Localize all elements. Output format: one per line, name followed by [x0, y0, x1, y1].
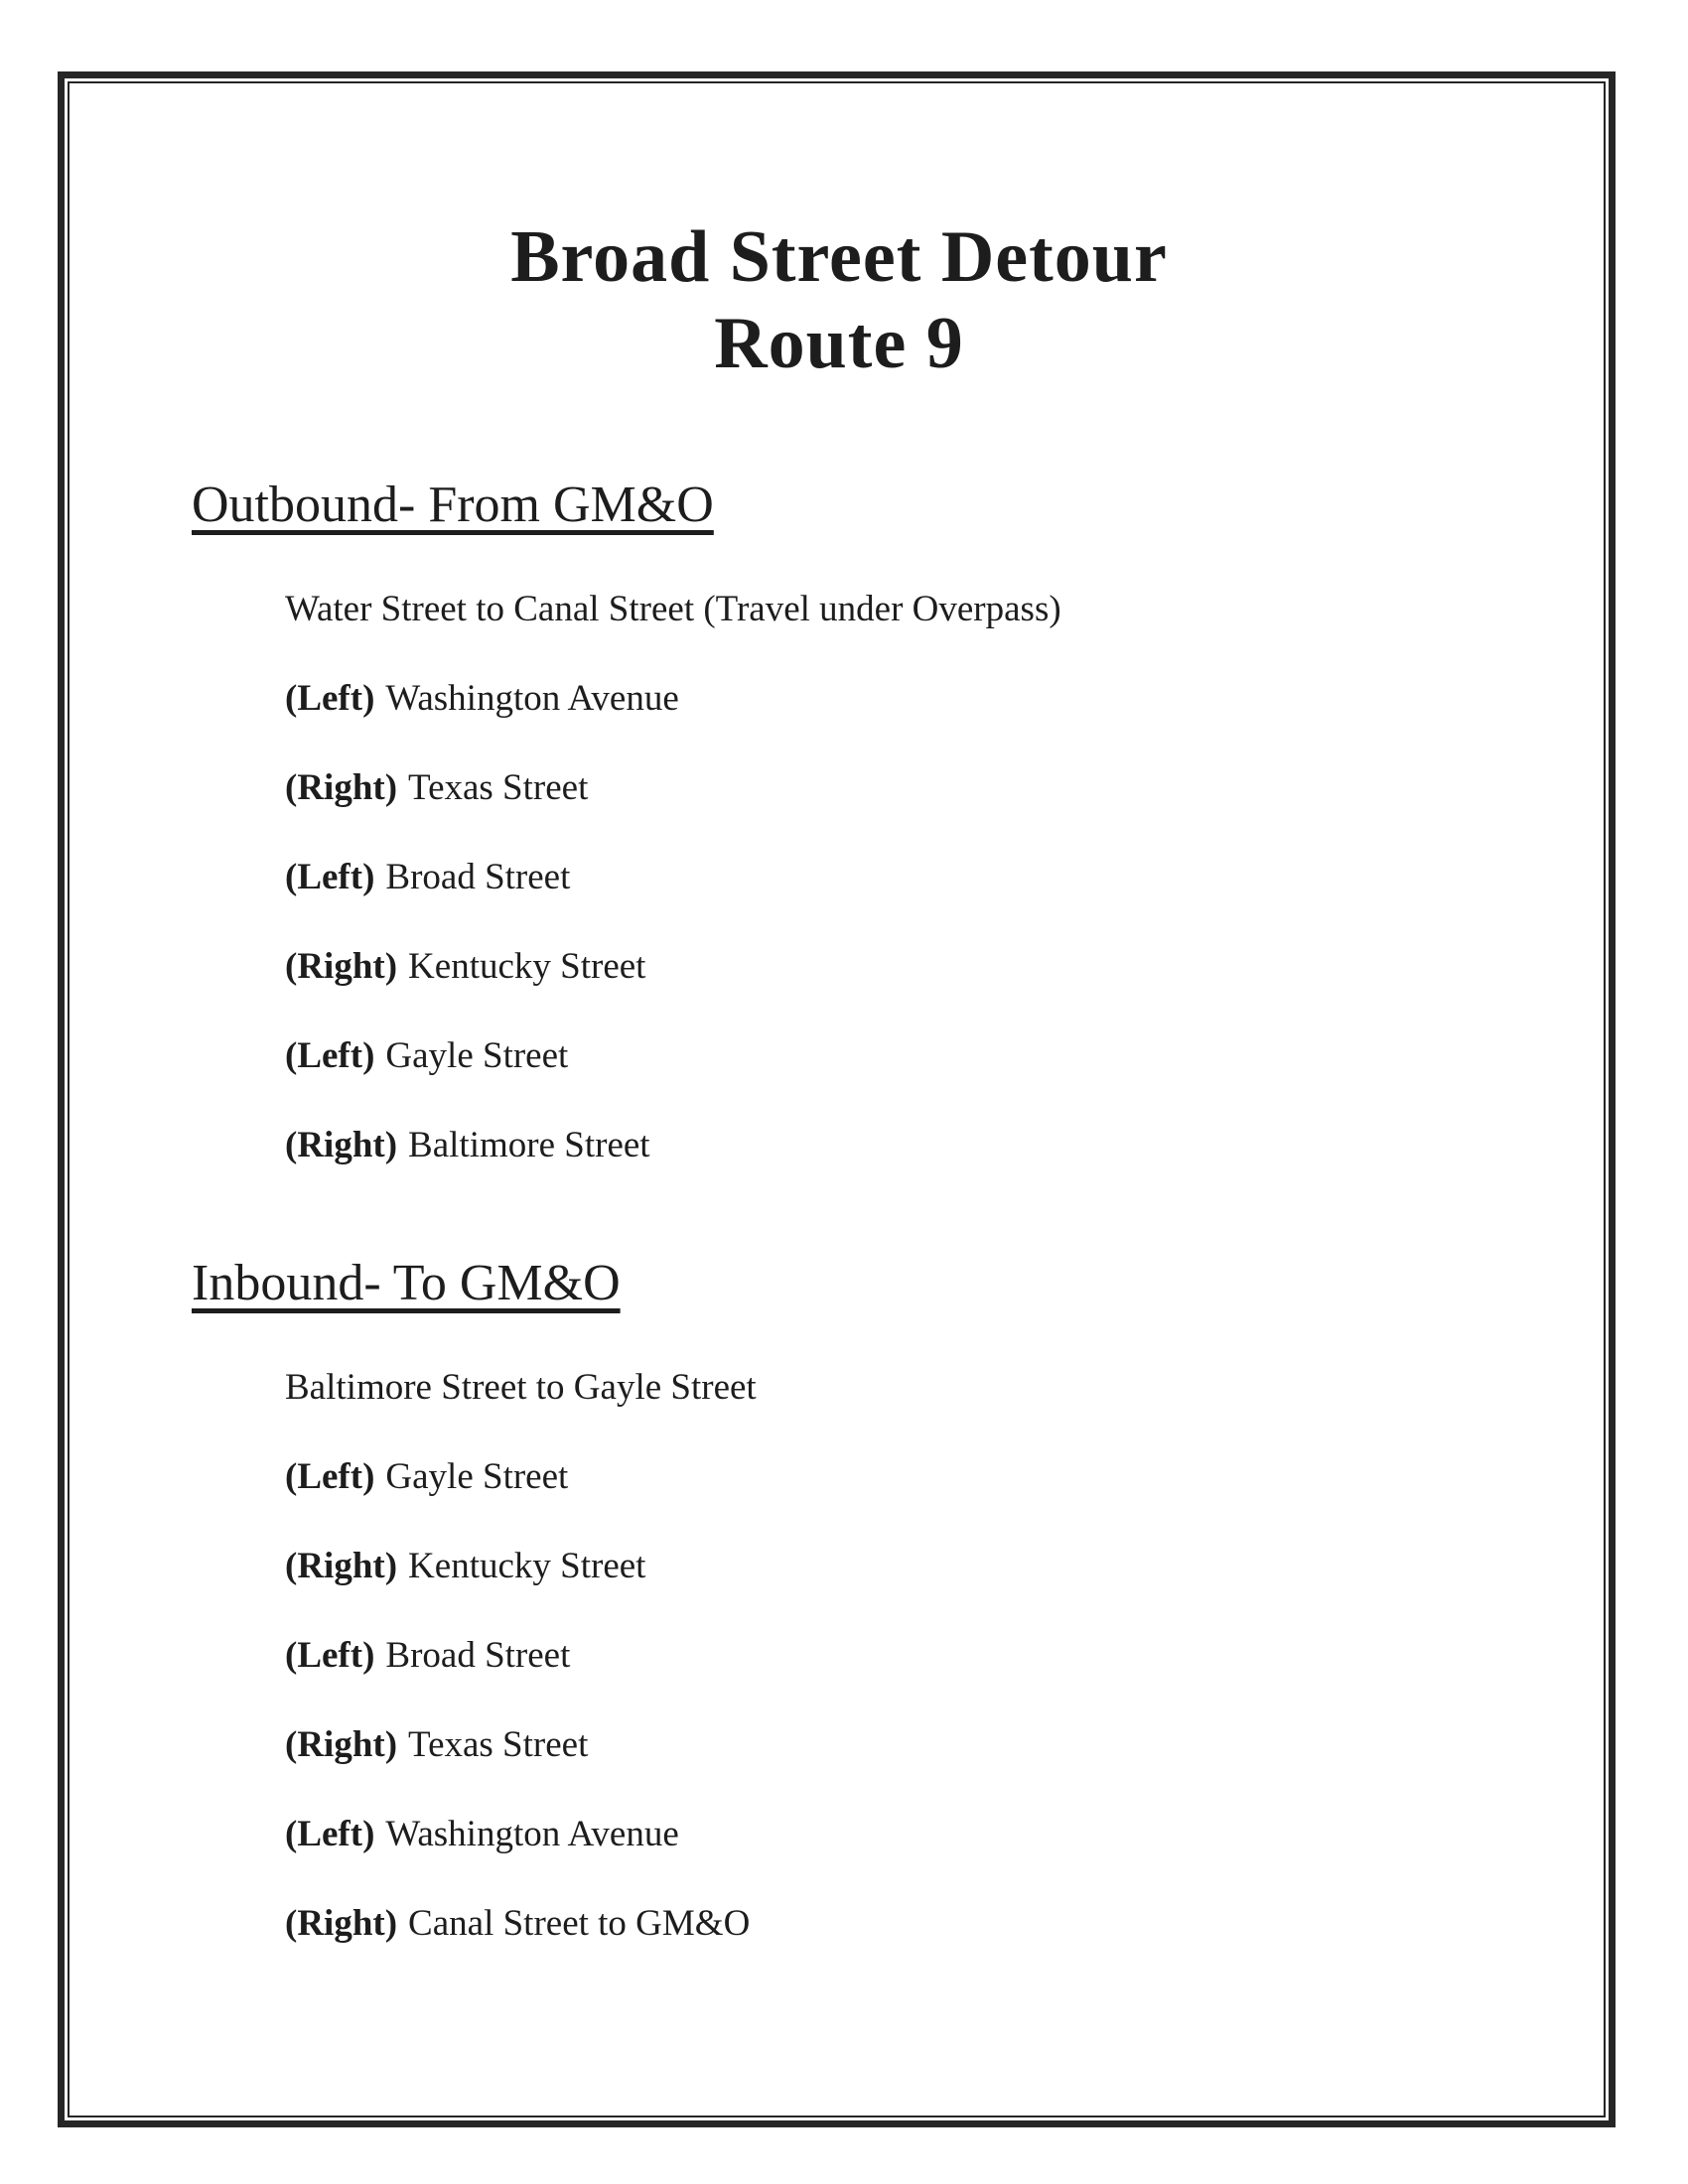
inbound-intro: Baltimore Street to Gayle Street	[285, 1367, 757, 1408]
turn-direction-label: (Left)	[285, 1034, 375, 1076]
route-step	[285, 1905, 1609, 1942]
turn-direction-label: (Right)	[285, 766, 398, 808]
title-line-1: Broad Street Detour	[510, 216, 1168, 298]
section-outbound	[70, 477, 1609, 1163]
street-name: Texas Street	[408, 766, 589, 808]
turn-direction-label: (Left)	[285, 1814, 375, 1854]
turn-direction-label: (Right)	[285, 1546, 398, 1586]
street-name: Washington Avenue	[385, 1814, 679, 1854]
turn-direction-label: (Right)	[285, 945, 398, 987]
turn-direction-label: (Left)	[285, 856, 375, 897]
route-step	[285, 1816, 1609, 1852]
turn-direction-label: (Right)	[285, 1903, 398, 1944]
turn-direction-label: (Right)	[285, 1124, 398, 1165]
section-inbound	[70, 1255, 1609, 1942]
turn-direction-label: (Left)	[285, 1456, 375, 1497]
street-name: Washington Avenue	[385, 677, 679, 719]
street-name: Gayle Street	[385, 1456, 569, 1497]
route-step	[285, 945, 1609, 987]
route-step	[285, 1726, 1609, 1763]
section-heading-inbound: Inbound- To GM&O	[192, 1254, 621, 1311]
route-step	[285, 677, 1609, 719]
route-step	[285, 1458, 1609, 1495]
street-name: Kentucky Street	[408, 1546, 646, 1586]
street-name: Broad Street	[385, 856, 571, 897]
document-title	[70, 83, 1609, 388]
route-step	[285, 856, 1609, 897]
turn-direction-label: (Left)	[285, 677, 375, 719]
street-name: Canal Street to GM&O	[408, 1903, 751, 1944]
route-step	[285, 1548, 1609, 1584]
title-line-2: Route 9	[714, 303, 964, 385]
route-step	[285, 766, 1609, 808]
street-name: Kentucky Street	[408, 945, 646, 987]
street-name: Texas Street	[408, 1724, 589, 1765]
street-name: Broad Street	[385, 1635, 571, 1676]
street-name: Baltimore Street	[408, 1124, 650, 1165]
route-step	[285, 1124, 1609, 1165]
turn-direction-label: (Right)	[285, 1724, 398, 1765]
street-name: Gayle Street	[385, 1034, 569, 1076]
outbound-intro: Water Street to Canal Street (Travel under Overpass)	[285, 588, 1061, 629]
turn-direction-label: (Left)	[285, 1635, 375, 1676]
section-heading-outbound: Outbound- From GM&O	[192, 476, 714, 533]
route-step	[285, 1034, 1609, 1076]
route-step	[285, 1637, 1609, 1674]
document-content	[70, 83, 1609, 2118]
